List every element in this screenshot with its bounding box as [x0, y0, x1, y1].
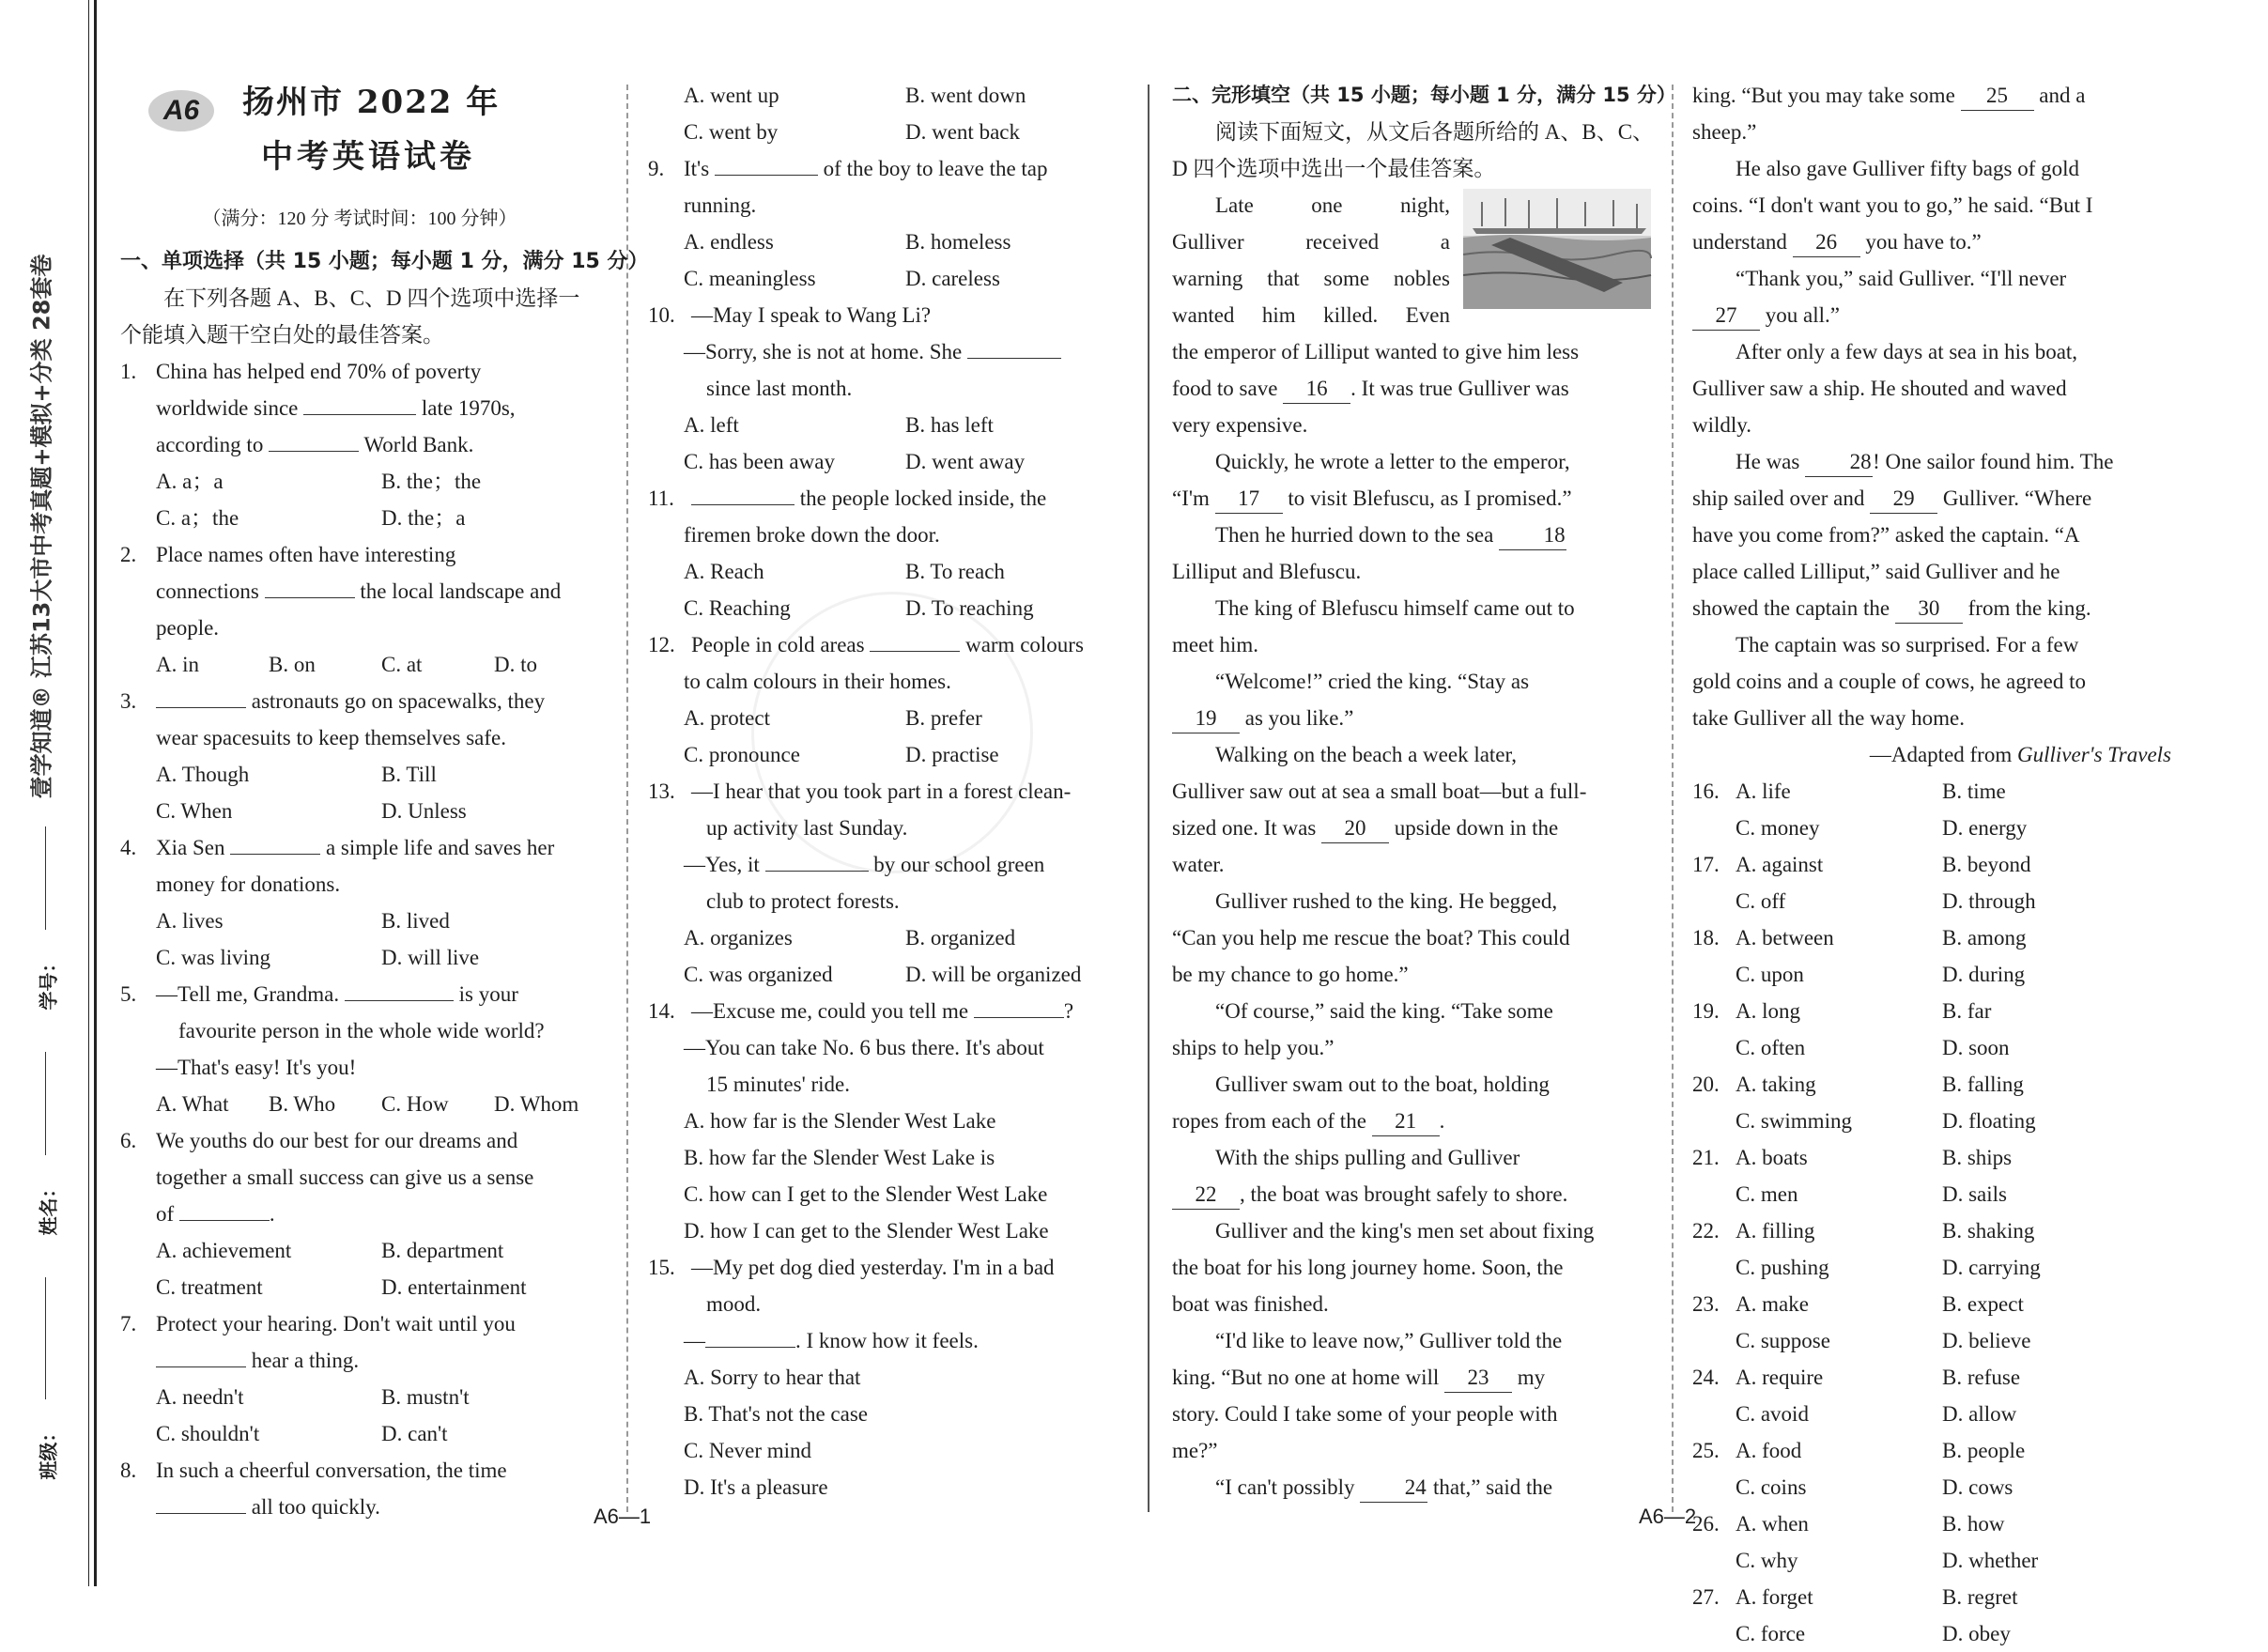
passage-line: “I can't possibly 24 that,” said the: [1172, 1469, 1651, 1505]
passage-line: He also gave Gulliver fifty bags of gold: [1736, 157, 2079, 180]
options[interactable]: C. went by D. went back: [684, 120, 1020, 144]
column-2: [648, 77, 1127, 1505]
question-line: — . I know how it feels.: [684, 1329, 979, 1352]
passage-line: warning that some nobles: [1172, 267, 1450, 290]
cloze-option-row[interactable]: 16. A. life B. time: [1692, 780, 2006, 803]
instruction: 在下列各题 A、B、C、D 四个选项中选择一: [163, 286, 580, 310]
question-line: —You can take No. 6 bus there. It's about: [684, 1036, 1044, 1059]
passage-line: sheep.”: [1692, 120, 1757, 144]
cloze-blank-23[interactable]: 23: [1444, 1364, 1512, 1393]
cloze-option-row[interactable]: C. why D. whether: [1736, 1549, 2039, 1572]
options[interactable]: A. left B. has left: [684, 413, 994, 437]
passage-line: 27 you all.”: [1692, 297, 2171, 333]
cloze-option-row[interactable]: 27. A. forget B. regret: [1692, 1585, 2018, 1609]
cloze-option-row[interactable]: C. avoid D. allow: [1736, 1402, 2017, 1426]
passage-line: The king of Blefuscu himself came out to: [1215, 596, 1575, 620]
passage-line: boat was finished.: [1172, 1292, 1329, 1316]
passage-line: king. “But you may take some 25 and a: [1692, 77, 2171, 114]
question-8: 8. In such a cheerful conversation, the time: [120, 1459, 507, 1482]
passage-line: be my chance to go home.”: [1172, 963, 1409, 986]
option-a[interactable]: A. Sorry to hear that: [684, 1366, 861, 1389]
cloze-option-row[interactable]: C. swimming D. floating: [1736, 1109, 2036, 1133]
cloze-blank-25[interactable]: 25: [1961, 82, 2034, 111]
passage-line: water.: [1172, 853, 1225, 876]
instruction: 阅读下面短文，从文后各题所给的 A、B、C、: [1215, 120, 1655, 144]
question-4: 4. Xia Sen a simple life and saves her: [120, 836, 555, 859]
passage-line: story. Could I take some of your people with: [1172, 1402, 1558, 1426]
question-6: 6. We youths do our best for our dreams and: [120, 1129, 518, 1152]
passage-line: “Can you help me rescue the boat? This could: [1172, 926, 1570, 950]
passage-line: After only a few days at sea in his boat,: [1736, 340, 2078, 363]
passage-line: food to save 16 . It was true Gulliver was: [1172, 370, 1651, 407]
cloze-option-row[interactable]: 24. A. require B. refuse: [1692, 1366, 2021, 1389]
student-no-label: 学号：: [37, 953, 60, 1010]
cloze-option-row[interactable]: 19. A. long B. far: [1692, 999, 1992, 1023]
options[interactable]: A. What B. Who C. How D. Whom: [156, 1092, 579, 1116]
question-1: 1. China has helped end 70% of poverty: [120, 360, 482, 383]
name-label: 姓名：: [37, 1179, 60, 1235]
cloze-option-row[interactable]: C. coins D. cows: [1736, 1475, 2013, 1499]
passage-line: Quickly, he wrote a letter to the emperor,: [1215, 450, 1570, 473]
passage-source: —Adapted from Gulliver's Travels: [1869, 743, 2171, 766]
class-line[interactable]: [45, 1277, 46, 1399]
cloze-blank-30[interactable]: 30: [1895, 594, 1963, 624]
instruction: D 四个选项中选出一个最佳答案。: [1172, 157, 1496, 180]
question-line: people.: [156, 616, 220, 640]
passage-line: Gulliver and the king's men set about fixing: [1215, 1219, 1595, 1243]
question-line: —That's easy! It's you!: [156, 1056, 357, 1079]
options[interactable]: A. organizes B. organized: [684, 926, 1016, 950]
page-number-right: A6—2: [1639, 1505, 1697, 1528]
passage-line: wildly.: [1692, 413, 1752, 437]
cloze-blank-26[interactable]: 26: [1793, 228, 1860, 257]
passage-line: sized one. It was 20 upside down in the: [1172, 810, 1651, 846]
question-line: according to World Bank.: [156, 433, 474, 456]
passage-line: The captain was so surprised. For a few: [1736, 633, 2079, 656]
exam-title-block: [120, 81, 599, 193]
passage-line: Gulliver swam out to the boat, holding: [1215, 1073, 1550, 1096]
cloze-options: [1692, 773, 2171, 1652]
question-line: to calm colours in their homes.: [684, 670, 951, 693]
question-line: wear spacesuits to keep themselves safe.: [156, 726, 506, 749]
answer-blank[interactable]: [715, 175, 818, 176]
cloze-option-row[interactable]: C. money D. energy: [1736, 816, 2028, 840]
options[interactable]: A. endless B. homeless: [684, 230, 1011, 254]
ship-sketch-icon: [1463, 189, 1651, 309]
cloze-blank-24[interactable]: 24: [1360, 1474, 1427, 1503]
question-line: —Yes, it by our school green: [684, 853, 1045, 876]
options[interactable]: C. was living D. will live: [156, 946, 480, 969]
question-line: of .: [156, 1202, 275, 1226]
passage-line: “Welcome!” cried the king. “Stay as: [1215, 670, 1530, 693]
option-d[interactable]: D. how I can get to the Slender West Lake: [684, 1219, 1049, 1243]
options[interactable]: A. needn't B. mustn't: [156, 1385, 470, 1409]
options[interactable]: C. pronounce D. practise: [684, 743, 999, 766]
passage-line: Lilliput and Blefuscu.: [1172, 560, 1362, 583]
option-c[interactable]: C. Never mind: [684, 1439, 812, 1462]
cloze-option-row[interactable]: 20. A. taking B. falling: [1692, 1073, 2024, 1096]
passage-line: Gulliver saw out at sea a small boat—but a full-: [1172, 780, 1587, 803]
question-line: together a small success can give us a sense: [156, 1166, 534, 1189]
cloze-blank-27[interactable]: 27: [1692, 301, 1760, 331]
passage-line: have you come from?” asked the captain. “A: [1692, 523, 2080, 547]
options[interactable]: C. was organized D. will be organized: [684, 963, 1082, 986]
options[interactable]: C. meaningless D. careless: [684, 267, 1000, 290]
section-heading: 一、单项选择（共 15 小题；每小题 1 分，满分 15 分）: [120, 250, 649, 273]
answer-blank[interactable]: [156, 707, 246, 708]
passage-line: “I'd like to leave now,” Gulliver told the: [1215, 1329, 1563, 1352]
passage-line: me?”: [1172, 1439, 1218, 1462]
passage-line: Late one night,: [1215, 193, 1450, 217]
cloze-option-row[interactable]: 18. A. between B. among: [1692, 926, 2027, 950]
cloze-option-row[interactable]: 23. A. make B. expect: [1692, 1292, 2024, 1316]
options[interactable]: A. achievement B. department: [156, 1239, 504, 1262]
cloze-blank-22[interactable]: 22: [1172, 1181, 1240, 1210]
options[interactable]: A. Though B. Till: [156, 763, 437, 786]
column-3: [1172, 77, 1676, 1505]
options[interactable]: C. treatment D. entertainment: [156, 1275, 527, 1299]
cloze-option-row[interactable]: 25. A. food B. people: [1692, 1439, 2026, 1462]
question-line: running.: [684, 193, 757, 217]
passage-line: the boat for his long journey home. Soon, the: [1172, 1256, 1564, 1279]
options[interactable]: C. When D. Unless: [156, 799, 467, 823]
answer-blank[interactable]: [765, 871, 869, 872]
question-line: mood.: [706, 1292, 762, 1316]
question-7: 7. Protect your hearing. Don't wait until you: [120, 1312, 516, 1335]
question-line: up activity last Sunday.: [706, 816, 908, 840]
cloze-blank-19[interactable]: 19: [1172, 704, 1240, 733]
question-line: club to protect forests.: [706, 889, 900, 913]
question-5: 5. —Tell me, Grandma. is your: [120, 982, 518, 1006]
cloze-blank-21[interactable]: 21: [1372, 1107, 1440, 1136]
brand-text: 壹学知道® 江苏13大市中考真题+模拟+分类 28套卷: [28, 254, 55, 798]
exam-title-line1: 扬州市 2022 年: [242, 84, 501, 121]
column-4: [1692, 77, 2171, 1652]
options[interactable]: C. has been away D. went away: [684, 450, 1026, 473]
options[interactable]: C. Reaching D. To reaching: [684, 596, 1034, 620]
answer-blank[interactable]: [265, 597, 355, 598]
brand-strip: [21, 141, 58, 911]
options[interactable]: A. Reach B. To reach: [684, 560, 1005, 583]
passage-line: With the ships pulling and Gulliver: [1215, 1146, 1520, 1169]
answer-blank[interactable]: [691, 504, 795, 505]
question-line: connections the local landscape and: [156, 579, 562, 603]
cloze-option-row[interactable]: 21. A. boats B. ships: [1692, 1146, 2013, 1169]
question-11: 11. the people locked inside, the: [648, 486, 1047, 510]
passage-line: Then he hurried down to the sea 18: [1172, 517, 1651, 553]
passage-line: ship sailed over and 29 Gulliver. “Where: [1692, 480, 2171, 517]
answer-blank[interactable]: [156, 1366, 246, 1367]
column-divider: [1672, 85, 1674, 1512]
passage-line: wanted him killed. Even: [1172, 303, 1450, 327]
answer-blank[interactable]: [230, 854, 320, 855]
exam-title-line2: 中考英语试卷: [261, 138, 475, 176]
cloze-blank-17[interactable]: 17: [1215, 485, 1283, 514]
binding-line: [94, 0, 97, 1586]
answer-blank[interactable]: [974, 1017, 1064, 1018]
name-line[interactable]: [45, 1052, 46, 1155]
passage-line: ships to help you.”: [1172, 1036, 1335, 1059]
options[interactable]: A. went up B. went down: [684, 84, 1026, 107]
passage-line: “Thank you,” said Gulliver. “I'll never: [1736, 267, 2067, 290]
passage-line: place called Lilliput,” said Gulliver and he: [1692, 560, 2060, 583]
story-illustration: [1463, 189, 1651, 309]
question-9: 9. It's of the boy to leave the tap: [648, 157, 1048, 180]
question-line: —Sorry, she is not at home. She: [648, 333, 1127, 370]
passage-line: king. “But no one at home will 23 my: [1172, 1359, 1651, 1396]
cloze-blank-28[interactable]: 28: [1805, 448, 1873, 477]
answer-blank[interactable]: [705, 1347, 795, 1348]
answer-blank[interactable]: [345, 1000, 454, 1001]
question-13: 13. —I hear that you took part in a forest clean-: [648, 780, 1072, 803]
question-line: hear a thing.: [120, 1342, 599, 1379]
answer-blank[interactable]: [156, 1513, 246, 1514]
passage-line: Gulliver rushed to the king. He begged,: [1215, 889, 1558, 913]
question-line: worldwide since late 1970s,: [156, 396, 516, 420]
cloze-blank-20[interactable]: 20: [1321, 814, 1389, 843]
passage-line: the emperor of Lilliput wanted to give him less: [1172, 340, 1580, 363]
cloze-option-row[interactable]: C. upon D. during: [1736, 963, 2026, 986]
class-label: 班级：: [37, 1423, 60, 1479]
passage-line: Gulliver received a: [1172, 230, 1450, 254]
passage-line: understand 26 you have to.”: [1692, 224, 2171, 260]
question-line: money for donations.: [156, 872, 341, 896]
question-12: 12. People in cold areas warm colours: [648, 633, 1084, 656]
passage-line: “I'm 17 to visit Blefuscu, as I promised.”: [1172, 480, 1651, 517]
exam-meta: （满分：120 分 考试时间：100 分钟）: [202, 208, 517, 229]
passage-line: meet him.: [1172, 633, 1258, 656]
option-c[interactable]: C. how can I get to the Slender West Lake: [684, 1182, 1048, 1206]
options[interactable]: A. a；a B. the；the: [156, 470, 482, 493]
binding-line-thin: [88, 0, 89, 1586]
passage-line: 22 , the boat was brought safely to shore.: [1172, 1176, 1651, 1212]
cloze-blank-29[interactable]: 29: [1870, 485, 1937, 514]
answer-blank[interactable]: [179, 1220, 270, 1221]
student-no-line[interactable]: [45, 826, 46, 930]
instruction: 个能填入题干空白处的最佳答案。: [120, 323, 444, 347]
passage-line: “Of course,” said the king. “Take some: [1215, 999, 1553, 1023]
cloze-option-row[interactable]: C. force D. obey: [1736, 1622, 2011, 1645]
passage-line: showed the captain the 30 from the king.: [1692, 590, 2171, 626]
page-number-left: A6—1: [594, 1505, 652, 1528]
option-b[interactable]: B. That's not the case: [684, 1402, 868, 1426]
options[interactable]: C. a；the D. the；a: [156, 506, 466, 530]
question-line: firemen broke down the door.: [684, 523, 940, 547]
cloze-option-row[interactable]: C. often D. soon: [1736, 1036, 2010, 1059]
cloze-option-row[interactable]: 22. A. filling B. shaking: [1692, 1219, 2035, 1243]
passage-line: take Gulliver all the way home.: [1692, 706, 1965, 730]
passage-line: ropes from each of the 21 .: [1172, 1103, 1651, 1139]
question-line: 15 minutes' ride.: [706, 1073, 850, 1096]
answer-blank[interactable]: [303, 414, 416, 415]
question-line: all too quickly.: [120, 1489, 599, 1525]
cloze-option-row[interactable]: 17. A. against B. beyond: [1692, 853, 2031, 876]
options[interactable]: A. protect B. prefer: [684, 706, 982, 730]
column-divider: [626, 85, 628, 1512]
passage-line: gold coins and a couple of cows, he agreed to: [1692, 670, 2086, 693]
paper-badge: A6: [148, 90, 214, 131]
cloze-option-row[interactable]: C. off D. through: [1736, 889, 2036, 913]
cloze-blank-16[interactable]: 16: [1283, 375, 1350, 404]
question-line: favourite person in the whole wide world?: [178, 1019, 545, 1042]
answer-blank[interactable]: [870, 651, 960, 652]
passage-line: 19 as you like.”: [1172, 700, 1651, 736]
section-heading: 二、完形填空（共 15 小题；每小题 1 分，满分 15 分）: [1172, 84, 1676, 106]
option-a[interactable]: A. how far is the Slender West Lake: [684, 1109, 996, 1133]
options[interactable]: A. in B. on C. at D. to: [156, 653, 537, 676]
question-line: since last month.: [706, 377, 853, 400]
answer-blank[interactable]: [967, 358, 1061, 359]
passage-line: coins. “I don't want you to go,” he said. “But I: [1692, 193, 2093, 217]
cloze-option-row[interactable]: 26. A. when B. how: [1692, 1512, 2005, 1536]
option-d[interactable]: D. It's a pleasure: [684, 1475, 828, 1499]
answer-blank[interactable]: [269, 451, 359, 452]
page-divider: [1148, 85, 1149, 1512]
question-2: 2. Place names often have interesting: [120, 543, 456, 566]
passage-line: Gulliver saw a ship. He shouted and waved: [1692, 377, 2067, 400]
cloze-option-row[interactable]: C. suppose D. believe: [1736, 1329, 2031, 1352]
cloze-option-row[interactable]: C. pushing D. carrying: [1736, 1256, 2041, 1279]
options[interactable]: A. lives B. lived: [156, 909, 450, 933]
passage-line: He was 28! One sailor found him. The: [1692, 443, 2171, 480]
question-15: 15. —My pet dog died yesterday. I'm in a bad: [648, 1256, 1055, 1279]
options[interactable]: C. shouldn't D. can't: [156, 1422, 448, 1445]
cloze-option-row[interactable]: C. men D. sails: [1736, 1182, 2007, 1206]
cloze-blank-18[interactable]: 18: [1499, 521, 1566, 550]
question-14: 14. —Excuse me, could you tell me ?: [648, 999, 1074, 1023]
question-3: 3. astronauts go on spacewalks, they: [120, 689, 546, 713]
option-b[interactable]: B. how far the Slender West Lake is: [684, 1146, 995, 1169]
question-10: 10. —May I speak to Wang Li?: [648, 303, 932, 327]
passage-line: very expensive.: [1172, 413, 1308, 437]
passage-line: Walking on the beach a week later,: [1215, 743, 1518, 766]
binding-margin: [0, 0, 98, 1586]
